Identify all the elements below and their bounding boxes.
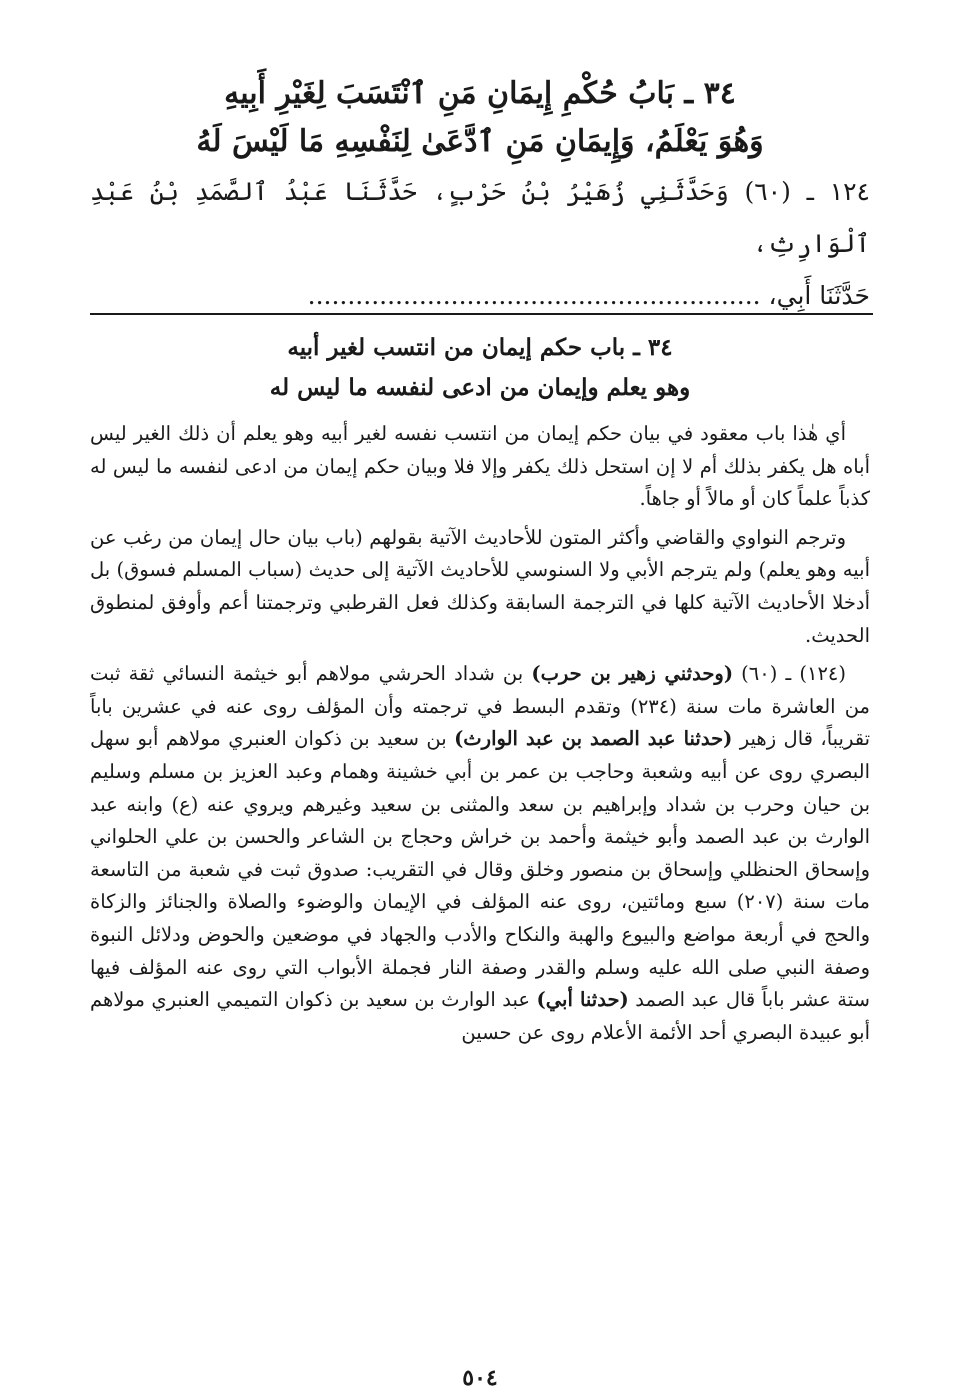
commentary-paragraph-1: أي هٰذا باب معقود في بيان حكم إيمان من انتسب نفسه لغير أبيه وهو يعلم أن ذلك الغير ليس أباه هل يكفر بذلك أم لا إن استحل ذلك يكفر وإلا فلا وبيان حكم إيمان من ادعى لنفسه ما ليس له كذباً علماً كان أو مالاً أو جاهاً. — [90, 422, 870, 511]
matn-hadith-line-2: حَدَّثَنَا أَبِي، ......................................................... — [307, 281, 870, 310]
commentary-section — [90, 328, 870, 1055]
narrator-biography-3: عبد الوارث بن سعيد بن ذكوان التميمي العنبري مولاهم أبو عبيدة البصري أحد الأئمة الأعلام روى عن حسين — [90, 988, 870, 1044]
book-page — [90, 70, 871, 1391]
narrator-biography-1: بن شداد الحرشي مولاهم أبو خيثمة النسائي ثقة ثبت من العاشرة مات سنة (٢٣٤) وتقدم البسط في ترجمته وأن المؤلف روى عنه في عشرين باباً تقريباً، قال زهير — [90, 662, 871, 751]
matn-chapter-title-line-1: ٣٤ ـ بَابُ حُكْمِ إِيمَانِ مَنِ ٱنْتَسَبَ لِغَيْرِ أَبِيهِ — [224, 76, 736, 111]
narrator-biography-2: بن سعيد بن ذكوان العنبري مولاهم أبو سهل البصري روى عن أبيه وشعبة وحاجب بن عمر بن أبي خشينة وهمام وعبد العزيز بن مسلم وسليم بن حيان وحرب بن شداد وإبراهيم بن سعد والمثنى بن سعيد وغيرهم ويروي عنه (ع) وابنه عبد الوارث بن عبد الصمد وأبو خيثمة وأحمد بن خراش وحجاج بن الشاعر والحسن بن علي الحلواني وإسحاق الحنظلي وإسحاق بن منصور وخلق وقال في التقريب: صدوق ثبت في شعبة من التاسعة مات سنة (٢٠٧) سبع ومائتين، روى عنه المؤلف في الإيمان والوضوء والصلاة والجنائز والزكاة والحج في أربعة مواضع والبيوع والهبة والنكاح والأدب والجهاد في موضعين والحوض ودلائل النبوة وصفة النبي صلى الله عليه وسلم والقدر وصفة النار فجملة الأبواب التي روى عنه المؤلف فيها ستة عشر باباً قال عبد الصمد — [90, 727, 870, 1012]
quoted-narration-1: (وحدثني زهير بن حرب) — [531, 662, 734, 686]
quoted-narration-3: (حدثنا أبي) — [536, 988, 629, 1012]
commentary-paragraph-3 — [90, 658, 870, 1049]
matn-section — [90, 70, 870, 322]
commentary-title-line-1: ٣٤ ـ باب حكم إيمان من انتسب لغير أبيه — [287, 334, 673, 361]
matn-chapter-title-line-2: وَهُوَ يَعْلَمُ، وَإِيمَانِ مَنِ ٱدَّعَىٰ لِنَفْسِهِ مَا لَيْسَ لَهُ — [196, 124, 764, 159]
commentary-chapter-title — [90, 328, 870, 408]
commentary-title-line-2: وهو يعلم وإيمان من ادعى لنفسه ما ليس له — [269, 374, 691, 401]
page-number: ٥٠٤ — [462, 1365, 498, 1391]
hadith-number: (١٢٤) ـ (٦٠) — [733, 662, 846, 686]
section-divider — [90, 313, 873, 315]
matn-hadith-line-1: ١٢٤ ـ (٦٠) وَحَدَّثَنِي زُهَيْرُ بْنُ حَرْبٍ، حَدَّثَنَا عَبْدُ ٱلصَّمَدِ بْنُ عَبْدِ ٱلْوَارِثِ، — [90, 177, 870, 258]
quoted-narration-2: (حدثنا عبد الصمد بن عبد الوارث) — [454, 727, 733, 751]
commentary-paragraph-2: وترجم النواوي والقاضي وأكثر المتون للأحاديث الآتية بقولهم (باب بيان حال إيمان من رغب عن أبيه وهو يعلم) ولم يترجم الأبي ولا السنوسي للأحاديث الآتية إلى حديث (سباب المسلم فسوق) بل أدخلا الأحاديث الآتية كلها في الترجمة السابقة وكذلك فعل القرطبي وترجمتنا أعم وأوفق لمنطوق الحديث. — [90, 525, 870, 647]
